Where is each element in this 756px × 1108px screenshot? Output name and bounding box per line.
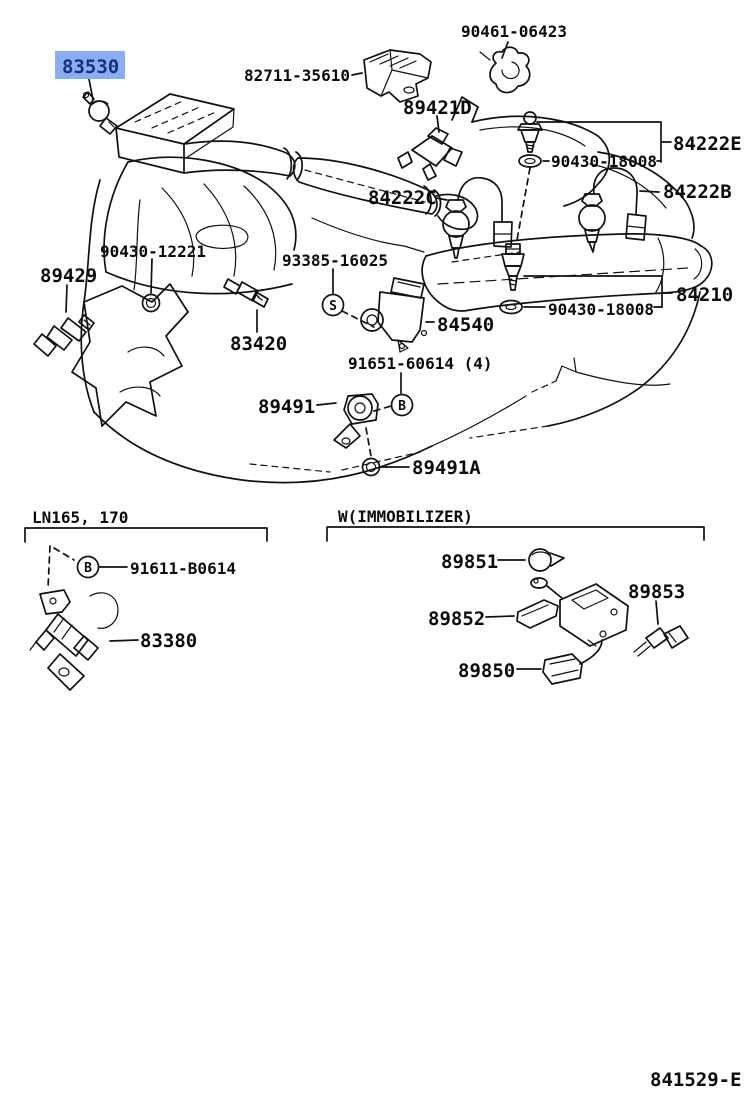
section-bracket-ln165 bbox=[25, 528, 267, 588]
part-number-89491a[interactable]: 89491A bbox=[412, 457, 481, 479]
part-number-89850[interactable]: 89850 bbox=[458, 660, 516, 682]
part-number-84222e[interactable]: 84222E bbox=[673, 133, 742, 155]
part-89851-key-plate-glyph bbox=[529, 549, 564, 571]
part-immobilizer-ecu-glyph bbox=[531, 578, 628, 646]
part-89491-sensor-glyph bbox=[334, 394, 391, 456]
part-number-89429[interactable]: 89429 bbox=[40, 265, 98, 287]
part-number-90430-18008-lower[interactable]: 90430-18008 bbox=[548, 300, 654, 319]
part-90461-clamp-glyph bbox=[480, 47, 530, 92]
part-number-84540[interactable]: 84540 bbox=[437, 314, 495, 336]
part-83530-oil-pressure-switch-glyph bbox=[83, 92, 117, 134]
part-89852-key-head-glyph bbox=[517, 600, 558, 628]
part-82711-bracket-glyph bbox=[364, 50, 431, 102]
part-83380-vsv-glyph bbox=[30, 590, 118, 690]
part-84222b-sensor-glyph bbox=[579, 168, 646, 252]
part-number-83420[interactable]: 83420 bbox=[230, 333, 288, 355]
part-number-89421d[interactable]: 89421D bbox=[403, 97, 472, 119]
part-number-83530[interactable]: 83530 bbox=[62, 56, 120, 78]
screw-marker-letter: S bbox=[329, 299, 337, 314]
part-89853-transponder-glyph bbox=[634, 626, 688, 656]
section-bracket-immobilizer bbox=[327, 527, 704, 541]
part-90430-12221-oring-glyph bbox=[143, 295, 160, 312]
part-number-90430-18008-upper[interactable]: 90430-18008 bbox=[551, 152, 657, 171]
part-number-89853[interactable]: 89853 bbox=[628, 581, 686, 603]
part-89421d-valve-glyph bbox=[398, 128, 462, 180]
part-number-84210[interactable]: 84210 bbox=[676, 284, 734, 306]
section-title-immobilizer: W(IMMOBILIZER) bbox=[338, 507, 473, 526]
part-number-91611-b0614[interactable]: 91611-B0614 bbox=[130, 559, 236, 578]
section-title-ln165-170: LN165, 170 bbox=[32, 508, 129, 527]
part-number-89491[interactable]: 89491 bbox=[258, 396, 316, 418]
part-number-83380[interactable]: 83380 bbox=[140, 630, 198, 652]
part-number-93385-16025[interactable]: 93385-16025 bbox=[282, 251, 388, 270]
part-number-84222b[interactable]: 84222B bbox=[663, 181, 732, 203]
part-number-84222c[interactable]: 84222C bbox=[368, 187, 437, 209]
gasket-90430-18008-upper-glyph bbox=[519, 155, 541, 167]
part-number-90430-12221[interactable]: 90430-12221 bbox=[100, 242, 206, 261]
gasket-90430-18008-lower-glyph bbox=[500, 301, 522, 314]
part-84222e-switch-glyph bbox=[517, 112, 542, 240]
label-83530-highlighted[interactable] bbox=[55, 51, 125, 79]
drawing-code: 841529-E bbox=[650, 1069, 742, 1091]
part-number-89851[interactable]: 89851 bbox=[441, 551, 499, 573]
bolt-marker-letter-91651: B bbox=[398, 399, 406, 414]
part-number-91651-60614[interactable]: 91651-60614 (4) bbox=[348, 354, 493, 373]
part-number-90461-06423[interactable]: 90461-06423 bbox=[461, 22, 567, 41]
part-number-82711-35610[interactable]: 82711-35610 bbox=[244, 66, 350, 85]
bolt-marker-letter-91611: B bbox=[84, 561, 92, 576]
part-number-89852[interactable]: 89852 bbox=[428, 608, 486, 630]
part-84540-vsv-glyph bbox=[361, 278, 427, 352]
part-89850-amplifier-glyph bbox=[543, 640, 602, 684]
part-89491a-oring-glyph bbox=[363, 459, 380, 476]
